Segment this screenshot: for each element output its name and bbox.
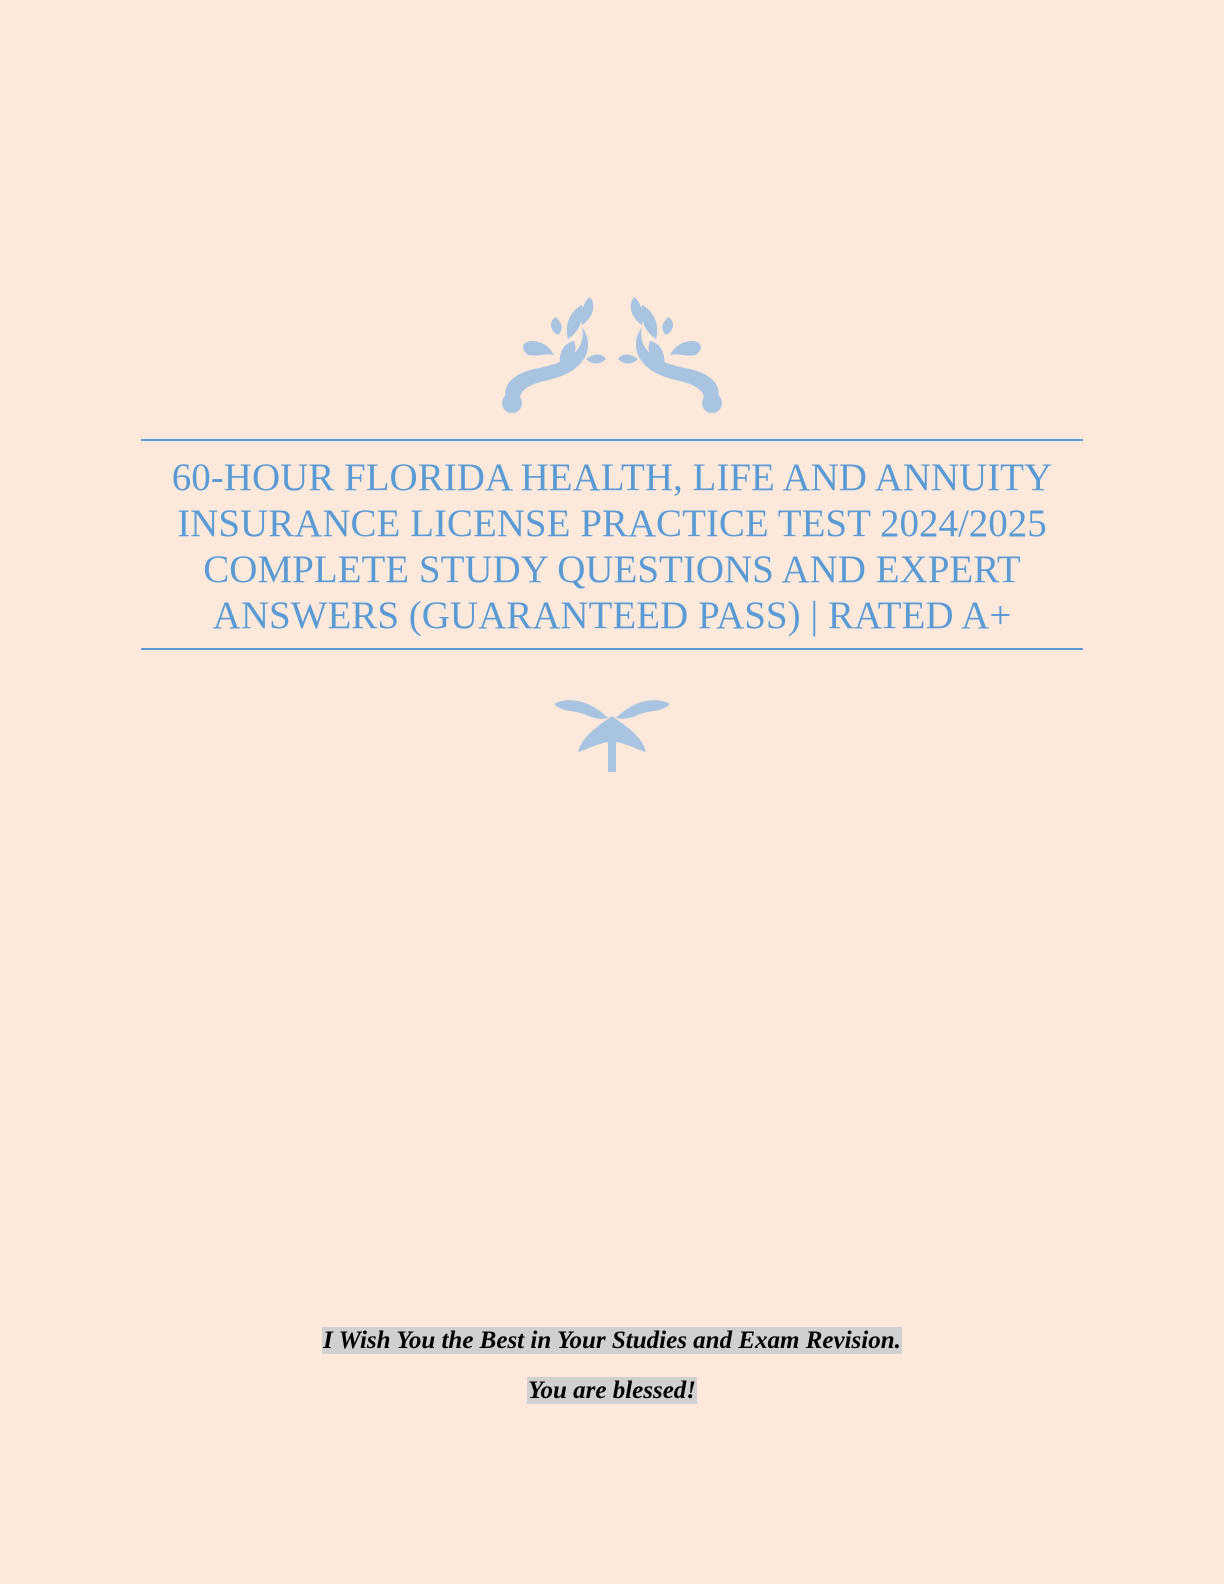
title-line-1: 60-HOUR FLORIDA HEALTH, LIFE AND ANNUITY [171,456,1053,499]
leaf-divider-icon [550,696,674,776]
title-line-3: COMPLETE STUDY QUESTIONS AND EXPERT [203,548,1021,591]
flourish-ornament-icon [498,295,726,417]
closing-blessing: You are blessed! [527,1377,697,1404]
title-line-2: INSURANCE LICENSE PRACTICE TEST 2024/2025 [177,502,1047,545]
closing-wish: I Wish You the Best in Your Studies and Exam Revision. [323,1327,901,1354]
title-top-rule [141,439,1083,441]
title-bottom-rule [141,648,1083,650]
title-line-4: ANSWERS (GUARANTEED PASS) | RATED A+ [212,594,1012,637]
document-title [141,455,1083,639]
